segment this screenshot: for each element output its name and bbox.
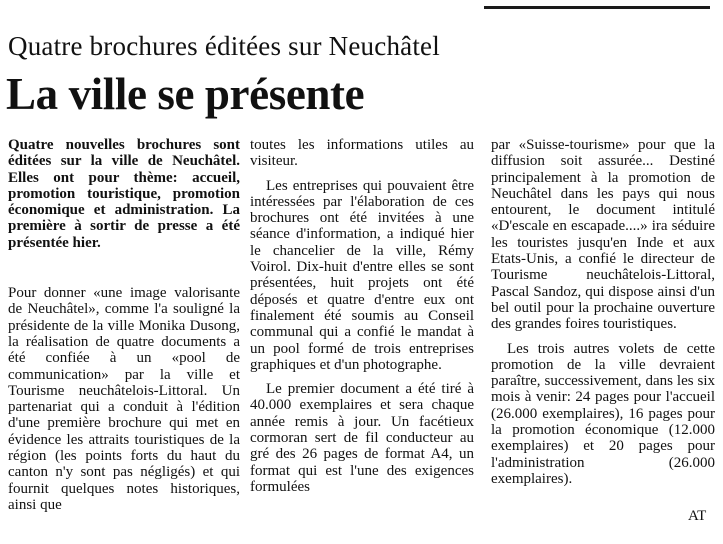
paragraph-2: Les entreprises qui pouvaient être intéressées par l'élaboration de ces brochures ont été invitées à une séance d'information, a indiqué hier le chancelier de la ville, Rémy Voirol. Dix-huit d'entre elles se sont présentées, huit projets ont été déposés et quatre d'entre eux ont finalement été soumis au Conseil communal qui a confié le mandat à un pool formé de trois entreprises graphiques et d'un photographe. <box>250 177 474 373</box>
article-lead: Quatre nouvelles brochures sont éditées sur la ville de Neuchâtel. Elles ont pour thème: accueil, promotion touristique, promotion économique et administration. La première à sortir de presse a été présentée hier. <box>8 137 240 251</box>
column-2 <box>250 137 474 495</box>
top-rule <box>484 6 710 9</box>
article-kicker: Quatre brochures éditées sur Neuchâtel <box>8 31 440 61</box>
author-signature: AT <box>688 508 707 524</box>
paragraph-3-continued: par «Suisse-tourisme» pour que la diffusion soit assurée... Destiné principalement à la promotion de Neuchâtel dans les pays qui nous entourent, le document intitulé «D'escale en escapade....» ira séduire les touristes jusqu'en Inde et aux Etats-Unis, a confié le directeur de Tourisme neuchâtelois-Littoral, Pascal Sandoz, qui dispose ainsi d'un bel outil pour la prochaine ouverture des grandes foires touristiques. <box>491 137 715 333</box>
paragraph-3: Le premier document a été tiré à 40.000 exemplaires et sera chaque année remis à jour. Un facétieux cormoran sert de fil conducteur au gré des 26 pages de format A4, un format qui est l'une des exigences formulées <box>250 381 474 495</box>
paragraph-1-continued: toutes les informations utiles au visiteur. <box>250 137 474 170</box>
paragraph-1: Pour donner «une image valorisante de Neuchâtel», comme l'a souligné la présidente de la ville Monika Dusong, la réalisation de quatre documents a été confiée à un «pool de communication» par la ville et Tourisme neuchâtelois-Littoral. Un partenariat qui a conduit à l'édition d'une première brochure qui met en évidence les attraits touristiques de la région (les points forts du haut du canton n'y sont pas négligés) et qui fournit quelques notes historiques, ainsi que <box>8 285 240 513</box>
column-3 <box>491 137 715 487</box>
paragraph-4: Les trois autres volets de cette promotion de la ville devraient paraître, successivement, dans les six mois à venir: 24 pages pour l'accueil (26.000 exemplaires), 16 pages pour la promotion économique (12.000 exemplaires) et 20 pages pour l'administration (26.000 exemplaires). <box>491 340 715 487</box>
column-1 <box>8 137 240 513</box>
article-headline: La ville se présente <box>6 69 365 119</box>
